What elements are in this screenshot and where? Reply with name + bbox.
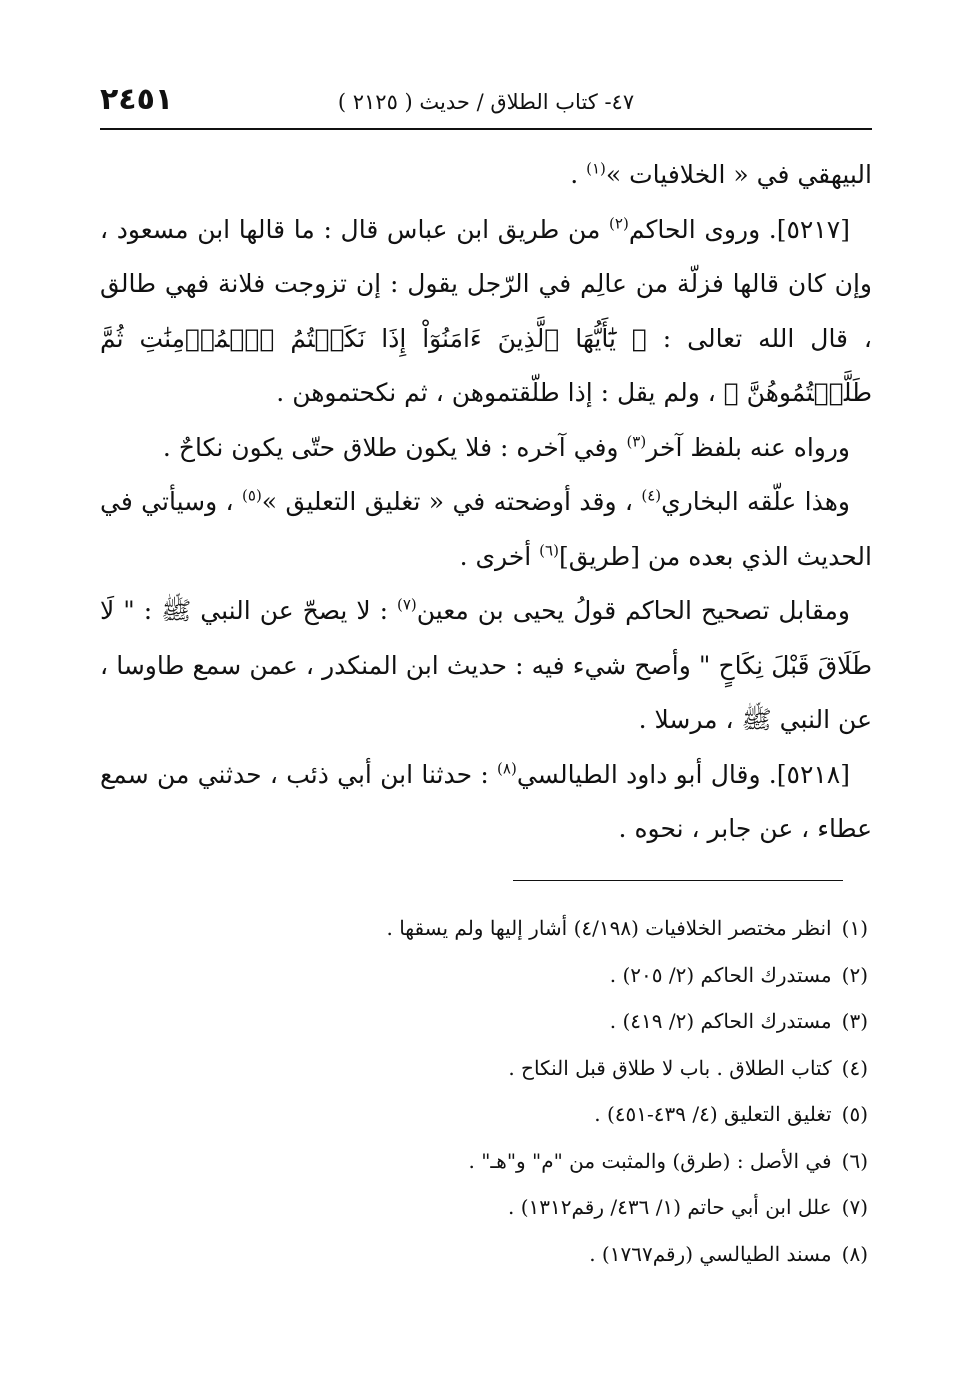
footnote-ref-2[interactable]: (٢) — [609, 214, 629, 233]
footnote-6 — [100, 1138, 868, 1185]
paragraph-3-text-b: وفي آخره : فلا يكون طلاق حتّى يكون نكاحٌ . — [162, 432, 627, 462]
footnote-number: (٦) — [841, 1148, 868, 1173]
paragraph-3-text-a: ورواه عنه بلفظ آخر — [646, 432, 850, 462]
paragraph-5 — [100, 584, 872, 748]
footnote-ref-3[interactable]: (٣) — [626, 432, 647, 451]
footnote-number: (١) — [841, 916, 868, 940]
footnote-ref-4[interactable]: (٤) — [641, 486, 662, 505]
paragraph-5-text-b: : لا يصحّ عن النبي ﷺ : " لَا طَلَاقَ قَبْلَ نِكَاحٍ " وأصح شيء فيه : حديث ابن المنكدر ، عمن سمع طاوسا ، عن النبي ﷺ ، مرسلا . — [100, 596, 872, 734]
footnote-separator — [513, 880, 843, 881]
footnote-2 — [100, 952, 868, 999]
footnote-number: (٥) — [841, 1102, 868, 1126]
footnote-number: (٤) — [841, 1055, 868, 1080]
footnote-text: علل ابن أبي حاتم (١/ ٤٣٦/ رقم١٣١٢) . — [507, 1195, 832, 1219]
paragraph-5-text-a: ومقابل تصحيح الحاكم قولُ يحيى بن معين — [416, 596, 850, 625]
footnote-number: (٨) — [841, 1241, 868, 1266]
footnote-ref-8[interactable]: (٨) — [497, 759, 517, 778]
footnote-text: في الأصل : (طرق) والمثبت من "م" و"هـ" . — [468, 1148, 832, 1173]
footnote-number: (٢) — [841, 962, 868, 987]
hadith-5218-text-a: [٥٢١٨]. وقال أبو داود الطيالسي — [516, 759, 850, 789]
page-number: ٢٤٥١ — [100, 82, 174, 117]
footnote-number: (٣) — [841, 1009, 868, 1033]
footnote-7 — [100, 1184, 868, 1231]
running-head: ٤٧- كتاب الطلاق / حديث ( ٢١٢٥ ) — [337, 90, 635, 114]
footnotes-list — [100, 905, 868, 1277]
footnote-1 — [100, 905, 868, 952]
hadith-5218-text-b: : حدثنا ابن أبي ذئب ، حدثني من سمع عطاء ، عن جابر ، نحوه . — [100, 759, 872, 843]
hadith-5217-text-b: من طريق ابن عباس قال : ما قالها ابن مسعود ، وإن كان قالها فزلّة من عالِم في الرّجل يقول : إن تزوجت فلانة فهي طالق ، قال الله تعالى : ﴿ يَٰٓأَيُّهَا ٱلَّذِينَ ءَامَنُوٓاْ إِذَا نَكَحۡتُمُ ٱلۡمُؤۡمِنَٰتِ ثُمَّ طَلَّقۡتُمُوهُنَّ ﴾ ، ولم يقل : إذا طلّقتموهن ، ثم نكحتموهن . — [100, 214, 872, 407]
paragraph-1-end: . — [570, 160, 587, 189]
paragraph-4 — [100, 475, 872, 584]
footnote-number: (٧) — [841, 1195, 868, 1219]
paragraph-1 — [100, 148, 872, 203]
footnote-ref-7[interactable]: (٧) — [396, 595, 417, 614]
footnote-8 — [100, 1231, 868, 1278]
footnote-text: مستدرك الحاكم (٢/ ٤١٩) . — [609, 1009, 832, 1033]
footnote-5 — [100, 1091, 868, 1138]
footnote-text: كتاب الطلاق . باب لا طلاق قبل النكاح . — [508, 1055, 832, 1080]
hadith-5217 — [100, 203, 872, 421]
footnote-text: انظر مختصر الخلافيات (٤/١٩٨) أشار إليها ولم يسقها . — [386, 916, 832, 940]
footnote-text: مستدرك الحاكم (٢/ ٢٠٥) . — [609, 962, 832, 987]
main-text — [100, 148, 872, 857]
footnote-text: تغليق التعليق (٤/ ٤٣٩-٤٥١) . — [594, 1102, 832, 1126]
paragraph-1-text: البيهقي في « الخلافيات » — [605, 160, 872, 189]
hadith-5218 — [100, 748, 872, 857]
paragraph-3 — [100, 421, 872, 476]
page-header — [100, 82, 872, 130]
footnote-4 — [100, 1045, 868, 1092]
paragraph-4-text-c: ، وسيأتي في الحديث الذي بعده من [طريق] — [100, 487, 872, 571]
footnote-text: مسند الطيالسي (رقم١٧٦٧) . — [589, 1241, 832, 1266]
paragraph-4-text-b: ، وقد أوضحته في « تغليق التعليق » — [261, 487, 642, 516]
footnote-3 — [100, 998, 868, 1045]
paragraph-4-text-a: وهذا علّقه البخاري — [661, 487, 851, 516]
footnote-ref-1[interactable]: (١) — [586, 159, 606, 178]
footnote-ref-6[interactable]: (٦) — [539, 541, 559, 560]
hadith-5217-text-a: [٥٢١٧]. وروى الحاكم — [628, 214, 850, 244]
footnote-ref-5[interactable]: (٥) — [242, 486, 262, 505]
paragraph-4-text-d: أخرى . — [459, 541, 540, 571]
